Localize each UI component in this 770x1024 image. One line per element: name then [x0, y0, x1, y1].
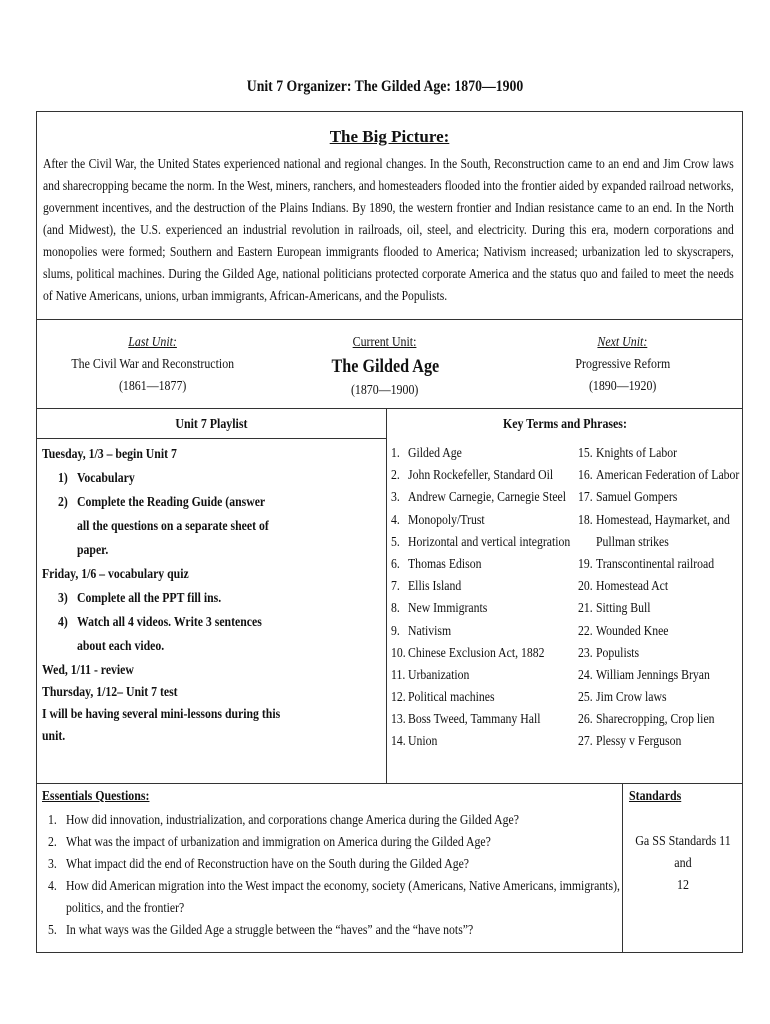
key-term-text: Political machines — [408, 690, 495, 706]
playlist-line — [42, 539, 382, 563]
essential-questions-heading: Essentials Questions: — [42, 789, 150, 804]
playlist-line-number: 3) — [58, 591, 68, 606]
units-row — [36, 319, 743, 409]
essential-question-text: What impact did the end of Reconstruction have on the South during the Gilded Age? — [66, 857, 470, 872]
key-term — [578, 510, 742, 532]
key-term — [391, 643, 581, 665]
key-term — [391, 731, 581, 753]
key-term-number: 9. — [391, 623, 400, 639]
playlist — [42, 443, 382, 747]
essential-question-text: politics, and the frontier? — [66, 901, 185, 916]
essential-question-number: 5. — [48, 923, 57, 938]
essential-question-number: 1. — [48, 813, 57, 828]
key-term-text: Nativism — [408, 623, 452, 639]
key-term-text: Gilded Age — [408, 446, 462, 461]
key-term-text: Homestead, Haymarket, and — [596, 512, 730, 528]
key-term — [578, 621, 742, 643]
key-term-text: Thomas Edison — [408, 556, 482, 572]
key-term-number: 6. — [391, 556, 400, 572]
key-term-text: Sharecropping, Crop lien — [596, 712, 715, 728]
key-term-text: Horizontal and vertical integration — [408, 534, 571, 550]
playlist-line-text: Watch all 4 videos. Write 3 sentences — [77, 615, 262, 630]
key-term-text: Populists — [596, 645, 640, 661]
key-term-text: William Jennings Bryan — [596, 667, 710, 683]
key-term-number: 22. — [578, 623, 593, 639]
key-term — [578, 576, 742, 598]
playlist-line — [42, 467, 382, 491]
playlist-line — [42, 703, 382, 725]
current-unit-name: The Gilded Age — [331, 356, 439, 377]
key-term-text: Chinese Exclusion Act, 1882 — [408, 645, 545, 661]
next-unit — [501, 332, 744, 398]
key-term — [391, 665, 581, 687]
essential-question-text: How did American migration into the West impact the economy, society (Americans, Native Americans, immigrants), — [66, 879, 620, 894]
standards-text: Ga SS Standards 11 and 12 — [635, 834, 731, 893]
next-unit-label: Next Unit: — [597, 335, 648, 350]
key-term-text: Pullman strikes — [596, 534, 669, 550]
key-term — [578, 465, 742, 487]
key-term — [391, 554, 581, 576]
key-term — [391, 510, 581, 532]
column-divider — [386, 409, 387, 783]
next-unit-name: Progressive Reform — [575, 357, 670, 372]
key-term-text: Boss Tweed, Tammany Hall — [408, 712, 541, 728]
current-unit-years: (1870—1900) — [351, 383, 419, 398]
key-term-number: 14. — [391, 734, 406, 750]
key-term-number: 5. — [391, 534, 400, 550]
key-term-number: 26. — [578, 712, 593, 728]
playlist-line — [42, 659, 382, 681]
key-term-text: Knights of Labor — [596, 446, 678, 461]
key-term — [391, 621, 581, 643]
playlist-line-text: Thursday, 1/12– Unit 7 test — [42, 685, 178, 700]
playlist-line — [42, 635, 382, 659]
playlist-heading-rule — [37, 438, 386, 439]
key-term-text: American Federation of Labor — [596, 468, 740, 484]
playlist-line-text: all the questions on a separate sheet of — [77, 519, 269, 534]
next-unit-years: (1890—1920) — [588, 379, 657, 394]
playlist-and-terms — [36, 408, 743, 784]
key-term-number: 2. — [391, 468, 400, 484]
current-unit — [269, 332, 501, 402]
key-term-text: Andrew Carnegie, Carnegie Steel — [408, 490, 567, 506]
essential-questions-list — [42, 810, 620, 942]
playlist-line — [42, 443, 382, 467]
key-term-number: 24. — [578, 667, 593, 683]
playlist-line-text: Tuesday, 1/3 – begin Unit 7 — [42, 447, 177, 462]
key-terms-right — [578, 443, 742, 754]
key-term — [578, 665, 742, 687]
playlist-heading: Unit 7 Playlist — [175, 417, 248, 432]
key-term-text: Urbanization — [408, 667, 470, 683]
key-term — [578, 554, 742, 576]
key-term — [578, 709, 742, 731]
playlist-line-text: paper. — [77, 543, 109, 558]
standards-heading: Standards — [629, 789, 682, 804]
key-term — [391, 532, 581, 554]
key-term-text: Monopoly/Trust — [408, 512, 485, 528]
essential-question — [42, 854, 617, 876]
key-terms-heading: Key Terms and Phrases: — [503, 417, 627, 432]
key-term-number: 12. — [391, 690, 406, 706]
key-term — [578, 487, 742, 509]
key-term-text: Homestead Act — [596, 579, 669, 595]
key-term-text: Ellis Island — [408, 579, 462, 595]
key-term-number: 1. — [391, 446, 400, 461]
key-term-number: 16. — [578, 468, 593, 484]
key-term — [578, 643, 742, 665]
key-term-text: Union — [408, 734, 438, 750]
key-term-number: 19. — [578, 556, 593, 572]
essential-question — [42, 876, 620, 898]
key-term-number: 18. — [578, 512, 593, 528]
playlist-line-number: 4) — [58, 615, 68, 630]
essential-question-number: 3. — [48, 857, 57, 872]
playlist-line — [42, 611, 382, 635]
key-term-text: Jim Crow laws — [596, 690, 667, 706]
key-term — [391, 576, 581, 598]
essential-question — [42, 810, 617, 832]
key-term-number: 7. — [391, 579, 400, 595]
key-terms-left — [391, 443, 581, 754]
key-term-number: 21. — [578, 601, 593, 617]
key-term — [578, 731, 742, 753]
key-term — [578, 598, 742, 620]
key-term-number: 17. — [578, 490, 593, 506]
key-term-text: Samuel Gompers — [596, 490, 678, 506]
last-unit-name: The Civil War and Reconstruction — [71, 357, 235, 372]
playlist-line-text: Vocabulary — [77, 471, 135, 486]
big-picture-heading: The Big Picture: — [329, 127, 450, 146]
playlist-line-text: Wed, 1/11 - review — [42, 663, 134, 678]
big-picture-text: After the Civil War, the United States experienced national and regional changes. In the South, Reconstruction came to an end and Jim Crow laws and sharecropping became the norm. In the West, miners, ranchers, and homesteaders flooded into the frontier aided by expanded railroad networks, government incentives, and the destruction of the Plains Indians. By 1890, the western frontier and Indian resistance came to an end. In the North (and Midwest), the U.S. experienced an industrial revolution in railroads, oil, steel, and electricity. During this era, modern corporations and monopolies were formed; Southern and Eastern European immigrants flooded to America; Nativism increased; urbanization led to skyscrapers, slums, political machines. During the Gilded Age, national politicians protected corporate America and the status quo and failed to meet the needs of Native Americans, unions, urban immigrants, African-Americans, and the Populists. — [43, 156, 734, 303]
essential-question-number: 2. — [48, 835, 57, 850]
playlist-line-text: Complete the Reading Guide (answer — [77, 495, 266, 510]
key-term — [391, 598, 581, 620]
playlist-line — [42, 587, 382, 611]
key-term-number: 15. — [578, 446, 593, 461]
current-unit-label: Current Unit: — [353, 335, 417, 350]
key-term-text: Wounded Knee — [596, 623, 669, 639]
playlist-line — [42, 563, 382, 587]
playlist-line — [42, 515, 382, 539]
key-term-number: 10. — [391, 645, 406, 661]
key-term-text: John Rockefeller, Standard Oil — [408, 468, 554, 484]
key-term — [391, 443, 581, 465]
key-term-number: 8. — [391, 601, 400, 617]
key-term-text: Plessy v Ferguson — [596, 734, 682, 750]
page-title: Unit 7 Organizer: The Gilded Age: 1870—1900 — [246, 78, 524, 95]
essential-question-text: How did innovation, industrialization, and corporations change America during the Gilded Age? — [66, 813, 519, 828]
key-term-number: 13. — [391, 712, 406, 728]
essential-question-text: In what ways was the Gilded Age a struggle between the “haves” and the “have nots”? — [66, 923, 474, 938]
key-term-number: 23. — [578, 645, 593, 661]
key-term-text: Transcontinental railroad — [596, 556, 715, 572]
key-term — [578, 532, 742, 554]
key-term-text: New Immigrants — [408, 601, 488, 617]
last-unit — [37, 332, 269, 398]
last-unit-years: (1861—1877) — [119, 379, 187, 394]
essential-question — [42, 920, 617, 942]
key-term — [391, 709, 581, 731]
key-term — [391, 487, 581, 509]
key-term — [578, 443, 742, 465]
big-picture-box — [36, 111, 743, 320]
key-term — [391, 465, 581, 487]
playlist-line-text: about each video. — [77, 639, 165, 654]
essential-question-text: What was the impact of urbanization and immigration on America during the Gilded Age? — [66, 835, 491, 850]
key-term — [391, 687, 581, 709]
playlist-line — [42, 491, 382, 515]
essential-question-number: 4. — [48, 879, 57, 894]
key-term-number: 11. — [391, 667, 406, 683]
playlist-line-text: Complete all the PPT fill ins. — [77, 591, 222, 606]
playlist-line-number: 1) — [58, 471, 68, 486]
key-term — [578, 687, 742, 709]
key-term-number: 4. — [391, 512, 400, 528]
playlist-line — [42, 681, 382, 703]
playlist-line-text: Friday, 1/6 – vocabulary quiz — [42, 567, 189, 582]
playlist-line — [42, 725, 382, 747]
questions-and-standards — [36, 783, 743, 953]
last-unit-label: Last Unit: — [128, 335, 178, 350]
essential-question — [42, 898, 617, 920]
key-term-number: 20. — [578, 579, 593, 595]
key-term-number: 25. — [578, 690, 593, 706]
playlist-line-number: 2) — [58, 495, 68, 510]
key-term-number: 27. — [578, 734, 593, 750]
playlist-line-text: I will be having several mini-lessons during this — [42, 707, 281, 722]
playlist-line-text: unit. — [42, 729, 66, 744]
key-term-number: 3. — [391, 490, 400, 506]
key-term-text: Sitting Bull — [596, 601, 651, 617]
essential-question — [42, 832, 617, 854]
